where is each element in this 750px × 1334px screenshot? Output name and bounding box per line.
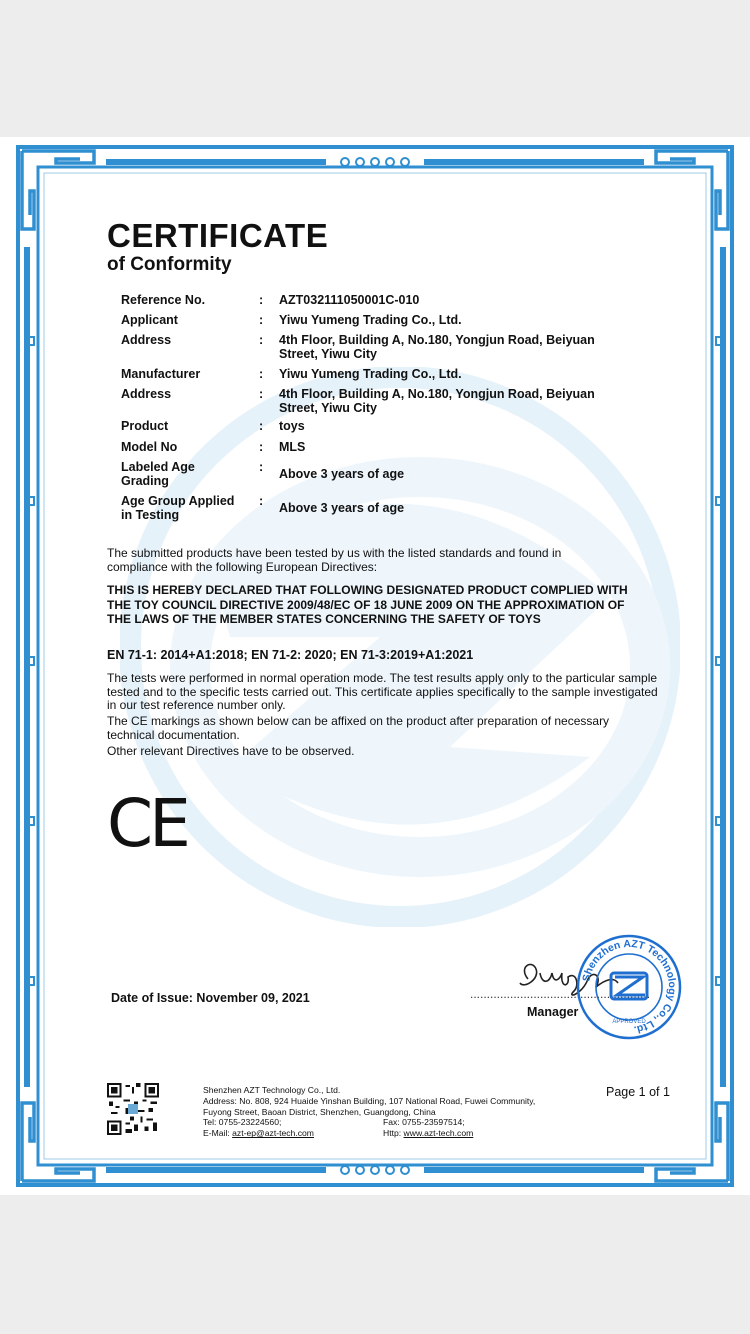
footer-address-line2: Fuyong Street, Baoan District, Shenzhen, Guangdong, China	[203, 1106, 436, 1117]
field-value: MLS	[279, 440, 306, 454]
field-label: Manufacturer	[121, 367, 201, 381]
footer-tel: Tel: 0755-23224560;	[203, 1117, 282, 1128]
field-label: Product	[121, 419, 169, 433]
footer-web-row	[203, 1128, 583, 1139]
note-ce-marking: The CE markings as shown below can be affixed on the product after preparation of necessary technical documentation.	[107, 714, 610, 742]
footer-fax: Fax: 0755-23597514;	[383, 1117, 465, 1128]
date-of-issue: Date of Issue: November 09, 2021	[111, 991, 310, 1005]
company-stamp	[575, 933, 683, 1041]
page-number: Page 1 of 1	[606, 1085, 670, 1099]
intro-text: The submitted products have been tested by us with the listed standards and found in compliance with the following European Directives:	[107, 546, 562, 574]
field-colon: :	[259, 419, 264, 433]
svg-text:Shenzhen AZT Technology Co., L: Shenzhen AZT Technology Co., Ltd.	[580, 937, 679, 1036]
svg-text:APPROVED: APPROVED	[612, 1019, 646, 1025]
field-colon: :	[259, 333, 264, 347]
field-colon: :	[259, 460, 264, 474]
field-label: Model No	[121, 440, 178, 454]
field-value: 4th Floor, Building A, No.180, Yongjun Road, Beiyuan Street, Yiwu City	[279, 387, 595, 415]
field-colon: :	[259, 367, 264, 381]
footer-email: E-Mail: azt-ep@azt-tech.com	[203, 1128, 314, 1139]
signature-role: Manager	[527, 1005, 579, 1019]
field-label: Address	[121, 333, 172, 347]
footer-phone-row	[203, 1117, 583, 1128]
field-colon: :	[259, 387, 264, 401]
field-value: AZT032111050001C-010	[279, 293, 420, 307]
field-value: toys	[279, 419, 305, 433]
standards-text: EN 71-1: 2014+A1:2018; EN 71-2: 2020; EN 71-3:2019+A1:2021	[107, 648, 474, 662]
footer-address-line1: Address: No. 808, 924 Huaide Yinshan Building, 107 National Road, Fuwei Community,	[203, 1095, 536, 1106]
field-label: Applicant	[121, 313, 178, 327]
footer-contact	[203, 1085, 583, 1139]
email-link[interactable]: azt-ep@azt-tech.com	[232, 1128, 314, 1139]
field-value: 4th Floor, Building A, No.180, Yongjun Road, Beiyuan Street, Yiwu City	[279, 333, 595, 361]
footer-company: Shenzhen AZT Technology Co., Ltd.	[203, 1085, 341, 1095]
field-colon: :	[259, 293, 264, 307]
qr-code	[107, 1083, 159, 1135]
certificate-title: CERTIFICATE	[107, 217, 329, 254]
signature-line: ......................................................	[470, 987, 651, 1001]
field-label: Reference No.	[121, 293, 206, 307]
field-colon: :	[259, 494, 264, 508]
certificate-page	[0, 137, 750, 1195]
field-label: Labeled Age Grading	[121, 460, 195, 488]
note-tests: The tests were performed in normal operation mode. The test results apply only to the particular sample tested and to the specific tests carried out. This certificate applies specifically to the sample investigated in our test reference number only.	[107, 671, 658, 712]
field-value: Yiwu Yumeng Trading Co., Ltd.	[279, 313, 462, 327]
note-directives: Other relevant Directives have to be observed.	[107, 744, 355, 758]
field-colon: :	[259, 313, 264, 327]
declaration-text: THIS IS HEREBY DECLARED THAT FOLLOWING DESIGNATED PRODUCT COMPLIED WITH THE TOY COUNCIL DIRECTIVE 2009/48/EC OF 18 JUNE 2009 ON THE APPROXIMATION OF THE LAWS OF THE MEMBER STATES CONCERNING THE SAFETY OF TOYS	[107, 583, 628, 626]
ce-mark: CE	[107, 785, 187, 862]
website-link[interactable]: www.azt-tech.com	[403, 1128, 474, 1139]
field-value: Above 3 years of age	[279, 501, 405, 515]
field-value: Yiwu Yumeng Trading Co., Ltd.	[279, 367, 462, 381]
field-value: Above 3 years of age	[279, 467, 405, 481]
certificate-subtitle: of Conformity	[107, 254, 232, 275]
field-colon: :	[259, 440, 264, 454]
field-label: Address	[121, 387, 172, 401]
footer-http: Http: www.azt-tech.com	[383, 1128, 474, 1139]
field-label: Age Group Applied in Testing	[121, 494, 235, 522]
